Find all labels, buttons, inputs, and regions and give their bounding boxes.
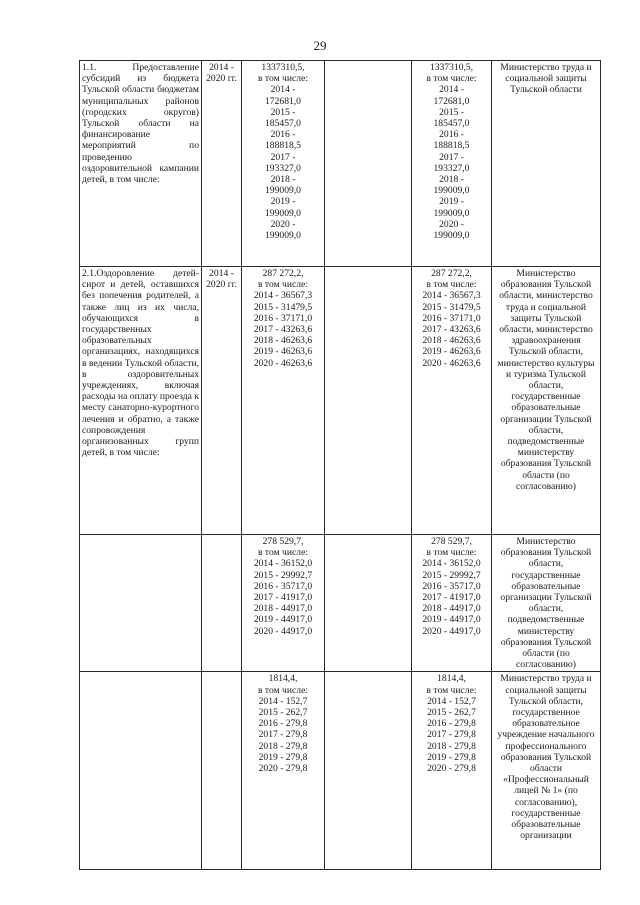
- executor-cell: [492, 672, 601, 870]
- funding-year-line: 2018 - 46263,6: [422, 335, 481, 347]
- funding-subtitle: в том числе:: [257, 684, 308, 696]
- funding-total: 1337310,5,: [261, 62, 305, 73]
- funding-year-line: 2018 - 279,8: [427, 740, 476, 752]
- empty-cell: [325, 61, 412, 267]
- funding-cell: [412, 672, 492, 870]
- funding-year-line: 2017 - 41917,0: [253, 592, 313, 604]
- funding-subtitle: в том числе:: [257, 73, 308, 85]
- funding-year-line: 2014 - 152,7: [258, 695, 308, 707]
- funding-year-line: 199009,0: [265, 207, 301, 219]
- funding-cell: [242, 672, 325, 870]
- funding-year-line: 2019 - 46263,6: [422, 346, 481, 358]
- program-measures-table: [79, 60, 601, 870]
- measure-name-cell: [80, 61, 202, 267]
- funding-year-line: 2016 - 35717,0: [422, 580, 481, 592]
- empty-cell: [325, 672, 412, 870]
- executor: Министерство образования Тульской области, государственные образовательные организации Тульской области, подведомственные министерству образования Тульской области (по согласованию): [500, 536, 592, 671]
- funding-year-line: 2020 - 279,8: [258, 763, 308, 775]
- executor: Министерство труда и социальной защиты Тульской области, государственное образовательное учреждение начального профессионального образования Тульской области «Профессиональный лицей № 1» (по согласованию), государственные образовательные организации: [497, 673, 595, 842]
- funding-year-line: 2014 -: [439, 84, 464, 96]
- measure-name-cell: [80, 535, 202, 672]
- measure-name-cell: [80, 267, 202, 535]
- empty-cell: [325, 267, 412, 535]
- funding-subtitle: в том числе:: [426, 279, 477, 291]
- funding-year-line: 2016 - 279,8: [427, 718, 476, 730]
- funding-year-line: 2019 - 46263,6: [253, 346, 313, 358]
- funding-cell: [242, 267, 325, 535]
- table-row: [80, 672, 601, 870]
- funding-year-line: 2014 - 36567,3: [422, 290, 481, 302]
- funding-year-line: 2019 -: [270, 196, 296, 208]
- executor-cell: [492, 267, 601, 535]
- funding-year-line: 2016 - 37171,0: [253, 312, 313, 324]
- funding-year-line: 2016 -: [439, 129, 464, 141]
- funding-subtitle: в том числе:: [426, 73, 477, 85]
- funding-cell: [412, 267, 492, 535]
- funding-year-line: 193327,0: [265, 162, 301, 174]
- funding-year-line: 2016 - 37171,0: [422, 312, 481, 324]
- funding-year-line: 2019 - 44917,0: [422, 614, 481, 626]
- funding-year-line: 2019 -: [439, 196, 464, 208]
- funding-total: 1337310,5,: [429, 62, 474, 73]
- funding-year-line: 2015 - 29992,7: [253, 569, 313, 581]
- funding-year-line: 2015 - 31479,5: [422, 301, 481, 313]
- page-number: 29: [313, 38, 327, 53]
- funding-cell: [412, 535, 492, 672]
- funding-year-line: 199009,0: [433, 185, 470, 197]
- executor: Министерство труда и социальной защиты Тульской области: [500, 62, 592, 96]
- funding-year-line: 185457,0: [265, 118, 301, 130]
- funding-year-line: 2017 -: [439, 151, 464, 163]
- funding-year-line: 2018 - 44917,0: [253, 603, 313, 615]
- executor-cell: [492, 535, 601, 672]
- funding-year-line: 2014 - 152,7: [427, 695, 476, 707]
- funding-year-line: 2016 - 279,8: [258, 718, 308, 730]
- funding-year-line: 185457,0: [433, 118, 470, 130]
- funding-year-line: 2017 - 43263,6: [422, 324, 481, 336]
- funding-year-line: 188818,5: [433, 140, 470, 152]
- funding-year-line: 2015 -: [270, 106, 296, 118]
- funding-year-line: 2018 - 279,8: [258, 740, 308, 752]
- funding-year-line: 2020 - 46263,6: [253, 357, 313, 369]
- funding-year-line: 2018 - 46263,6: [253, 335, 313, 347]
- funding-subtitle: в том числе:: [257, 279, 308, 291]
- term: 2014 - 2020 гг.: [206, 62, 237, 85]
- funding-total: 287 272,2,: [431, 268, 472, 279]
- funding-year-line: 2017 - 279,8: [258, 729, 308, 741]
- funding-year-line: 2020 - 44917,0: [253, 625, 313, 637]
- table-row: [80, 267, 601, 535]
- funding-year-line: 2020 -: [439, 218, 464, 230]
- funding-year-line: 2020 - 46263,6: [422, 357, 481, 369]
- funding-year-line: 2014 -: [270, 84, 296, 96]
- funding-total: 1814,4,: [268, 673, 298, 685]
- funding-year-line: 2017 - 41917,0: [422, 592, 481, 604]
- table-row: [80, 535, 601, 672]
- funding-year-line: 199009,0: [265, 185, 301, 197]
- funding-year-line: 199009,0: [433, 207, 470, 219]
- funding-year-line: 2018 - 44917,0: [422, 603, 481, 615]
- funding-year-line: 2019 - 279,8: [427, 751, 476, 763]
- funding-year-line: 2016 -: [270, 129, 296, 141]
- term-cell: [202, 61, 242, 267]
- funding-total: 1814,4,: [437, 673, 466, 685]
- funding-cell: [242, 535, 325, 672]
- funding-year-line: 2016 - 35717,0: [253, 580, 313, 592]
- executor-cell: [492, 61, 601, 267]
- term: 2014 - 2020 гг.: [206, 268, 237, 291]
- funding-year-line: 2015 - 29992,7: [422, 569, 481, 581]
- term-cell: [202, 267, 242, 535]
- funding-total: 278 529,7,: [262, 536, 304, 547]
- funding-year-line: 172681,0: [265, 95, 301, 107]
- funding-year-line: 2015 - 262,7: [427, 707, 476, 719]
- table-row: [80, 61, 601, 267]
- term-cell: [202, 535, 242, 672]
- funding-year-line: 199009,0: [265, 230, 301, 242]
- funding-total: 287 272,2,: [262, 268, 304, 279]
- funding-year-line: 2020 -: [270, 218, 296, 230]
- funding-year-line: 2017 -: [270, 151, 296, 163]
- funding-year-line: 2019 - 44917,0: [253, 614, 313, 626]
- term-cell: [202, 672, 242, 870]
- funding-subtitle: в том числе:: [426, 684, 477, 696]
- funding-subtitle: в том числе:: [426, 547, 477, 559]
- funding-year-line: 2014 - 36567,3: [253, 290, 313, 302]
- executor: Министерство образования Тульской области, министерство труда и социальной защиты Тульской области, министерство здравоохранения Тульской области, министерство культуры и туризма Тульской области, государственные образовательные организации Тульской области, подведомственные министерству образования Тульской области (по согласованию): [497, 268, 595, 492]
- funding-cell: [242, 61, 325, 267]
- funding-year-line: 2014 - 36152,0: [253, 558, 313, 570]
- measure-name: 1.1. Предоставление субсидий из бюджета Тульской области бюджетам муниципальных районов (городских округов) Тульской области на финансирование мероприятий по проведению оздоровительной кампании детей, в том числе:: [82, 62, 199, 186]
- funding-year-line: 172681,0: [433, 95, 470, 107]
- funding-year-line: 199009,0: [433, 230, 470, 242]
- empty-cell: [325, 535, 412, 672]
- funding-year-line: 2018 -: [270, 174, 296, 186]
- funding-total: 278 529,7,: [431, 536, 472, 547]
- measure-name-cell: [80, 672, 202, 870]
- funding-year-line: 2020 - 44917,0: [422, 625, 481, 637]
- funding-year-line: 2019 - 279,8: [258, 751, 308, 763]
- funding-year-line: 188818,5: [265, 140, 301, 152]
- funding-year-line: 2020 - 279,8: [427, 763, 476, 775]
- funding-year-line: 2017 - 43263,6: [253, 324, 313, 336]
- measure-name: 2.1.Оздоровление детей-сирот и детей, оставшихся без попечения родителей, а также лиц из их числа, обучающихся в государственных образовательных организациях, находящихся в ведении Тульской области, в оздоровительных учреждениях, включая расходы на оплату проезда к месту санаторно-курортного лечения и обратно, а также сопровождения организованных групп детей, в том числе:: [82, 268, 199, 459]
- funding-year-line: 2018 -: [439, 174, 464, 186]
- funding-year-line: 2015 - 31479,5: [253, 301, 313, 313]
- funding-year-line: 2014 - 36152,0: [422, 558, 481, 570]
- funding-year-line: 2015 - 262,7: [258, 707, 308, 719]
- funding-year-line: 193327,0: [433, 162, 470, 174]
- funding-subtitle: в том числе:: [257, 547, 308, 559]
- funding-year-line: 2015 -: [439, 106, 464, 118]
- funding-year-line: 2017 - 279,8: [427, 729, 476, 741]
- funding-cell: [412, 61, 492, 267]
